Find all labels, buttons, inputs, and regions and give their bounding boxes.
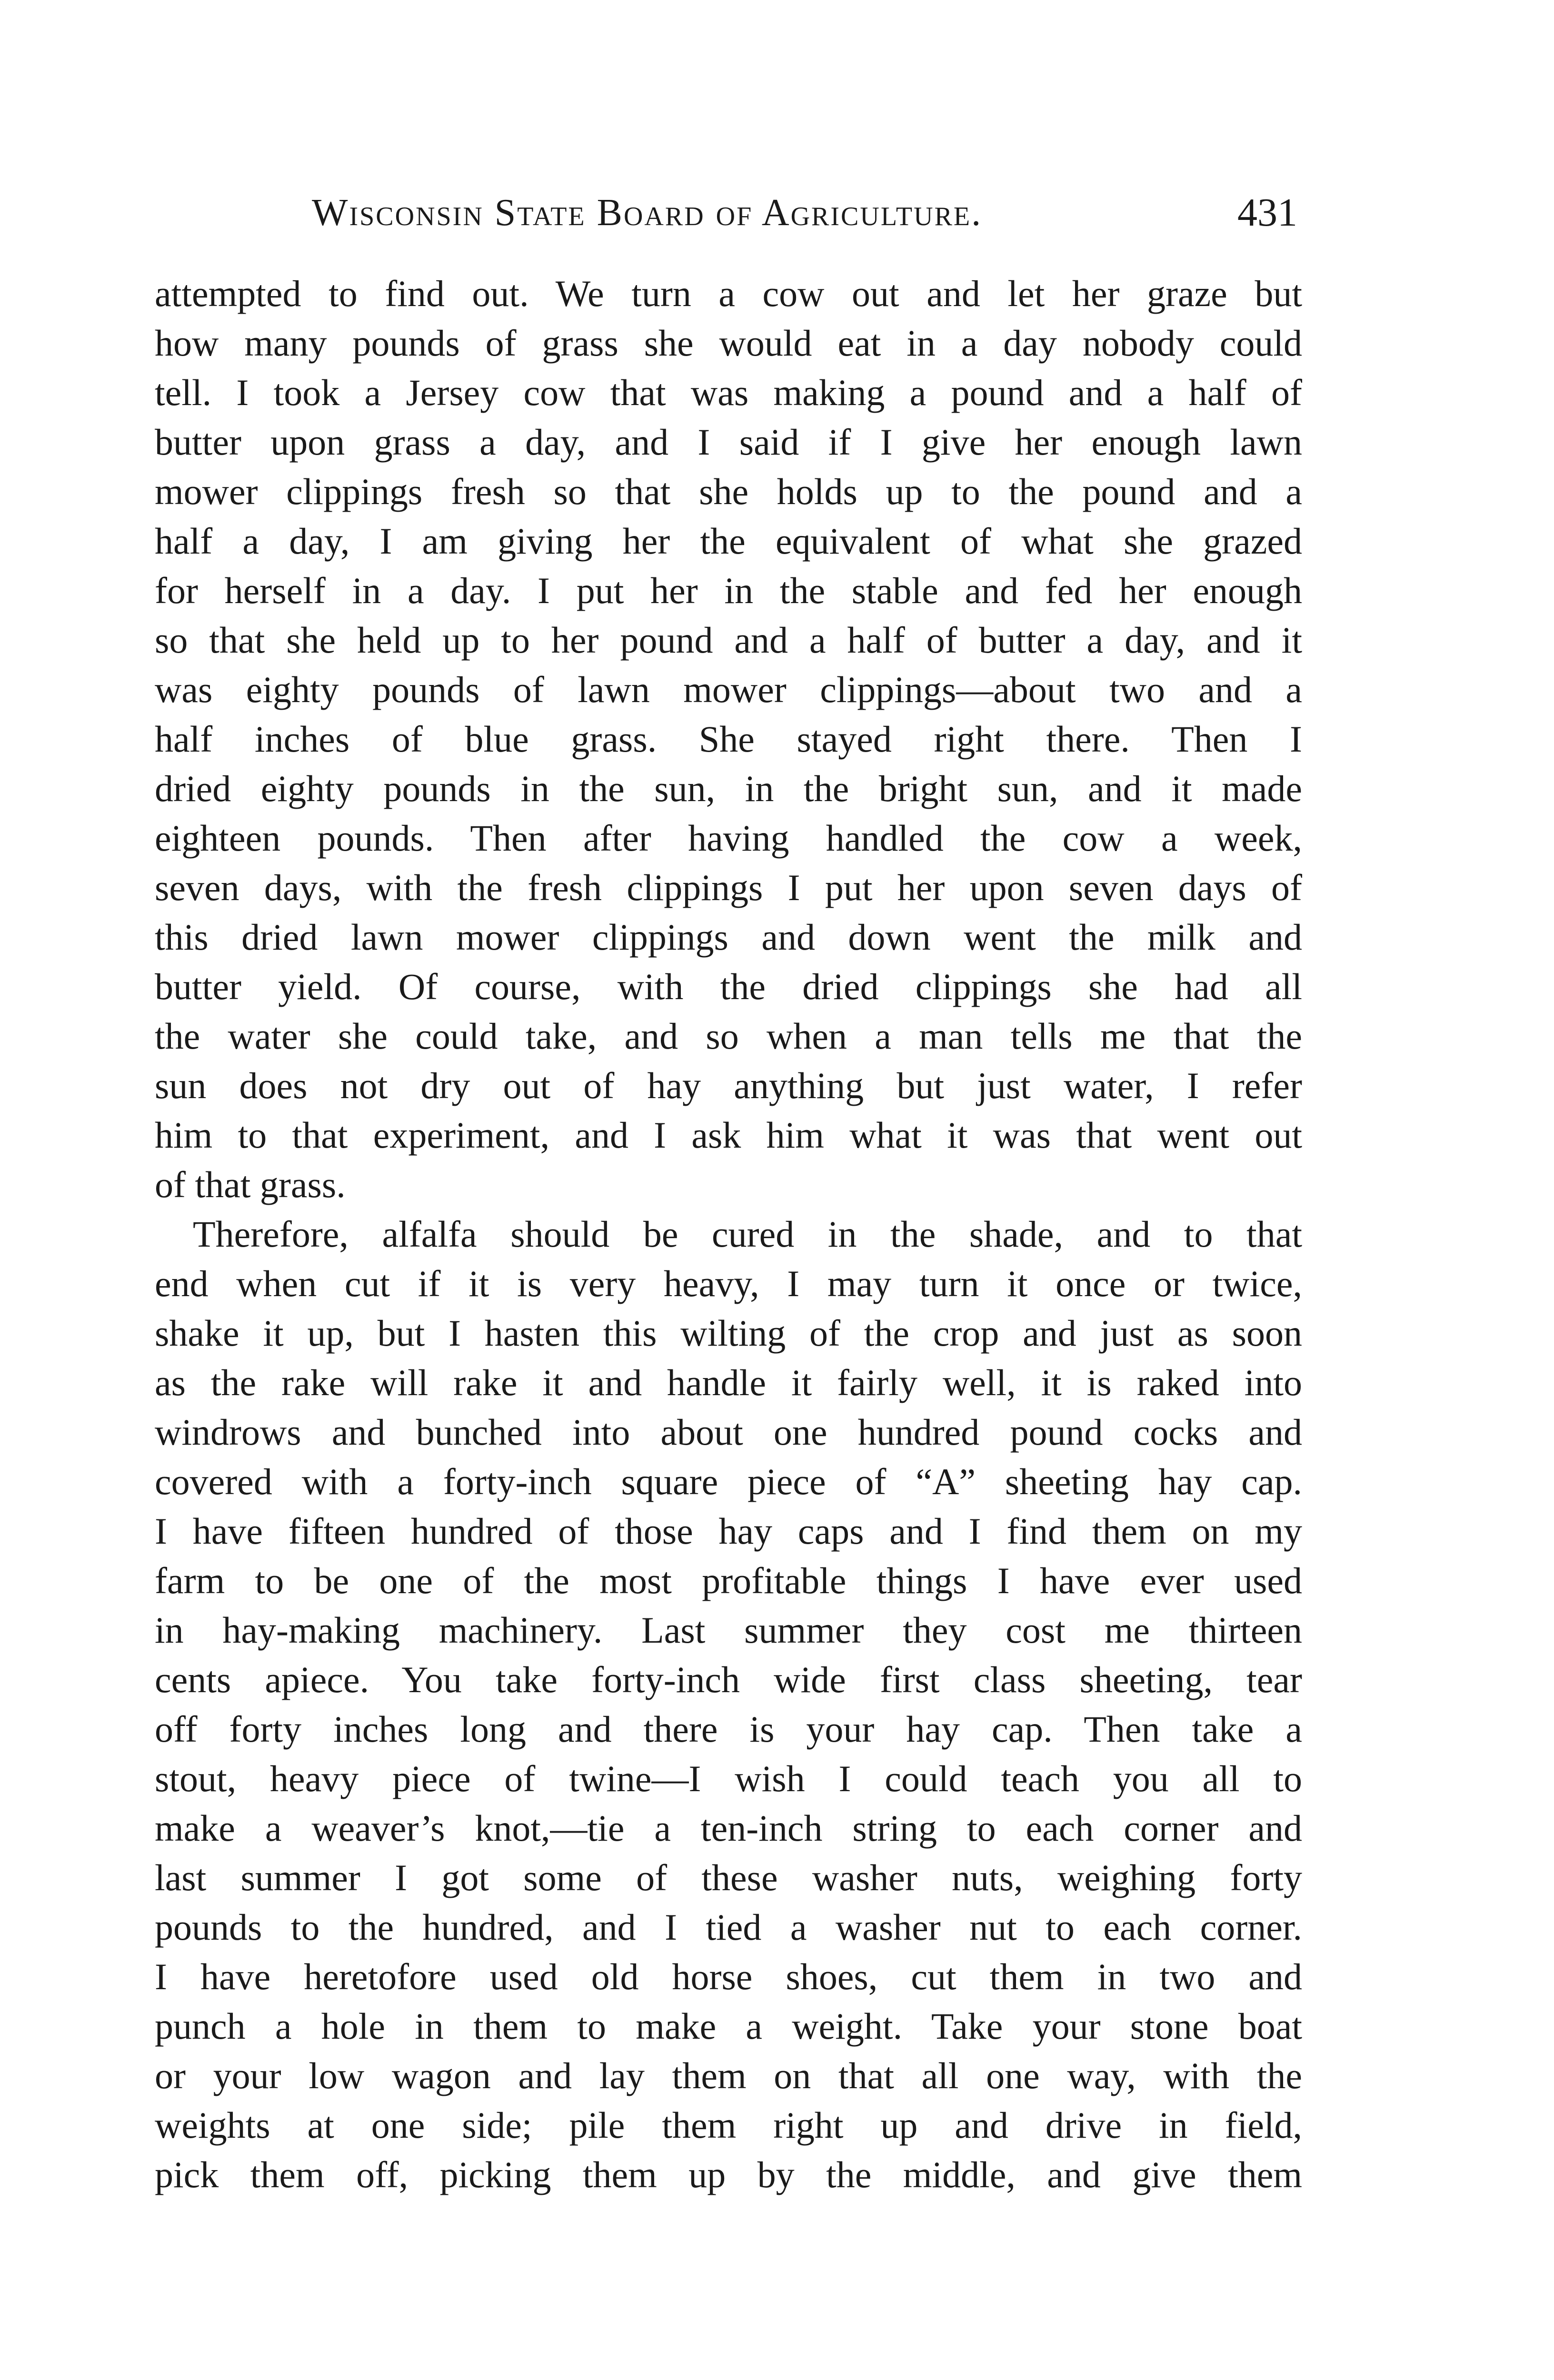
text-line: I have fifteen hundred of those hay caps and I find them on my: [155, 1510, 1302, 1552]
text-line: how many pounds of grass she would eat in a day nobody could: [155, 322, 1302, 364]
text-line: was eighty pounds of lawn mower clippings—about two and a: [155, 669, 1302, 710]
paragraph-1: [155, 269, 1302, 1210]
text-line: or your low wagon and lay them on that all one way, with the: [155, 2055, 1302, 2096]
text-line: end when cut if it is very heavy, I may turn it once or twice,: [155, 1263, 1302, 1304]
page-number: 431: [1237, 190, 1297, 235]
text-line: as the rake will rake it and handle it fairly well, it is raked into: [155, 1362, 1302, 1403]
text-line: half inches of blue grass. She stayed right there. Then I: [155, 718, 1302, 760]
text-line: weights at one side; pile them right up and drive in field,: [155, 2104, 1302, 2146]
text-line: eighteen pounds. Then after having handled the cow a week,: [155, 817, 1302, 859]
text-line: punch a hole in them to make a weight. Take your stone boat: [155, 2005, 1302, 2047]
text-line: this dried lawn mower clippings and down went the milk and: [155, 916, 1302, 958]
text-line: for herself in a day. I put her in the stable and fed her enough: [155, 570, 1302, 611]
text-line: so that she held up to her pound and a half of butter a day, and it: [155, 619, 1302, 661]
text-line: butter upon grass a day, and I said if I give her enough lawn: [155, 421, 1302, 463]
text-line: dried eighty pounds in the sun, in the bright sun, and it made: [155, 768, 1302, 809]
running-head: [155, 187, 1297, 239]
text-line: seven days, with the fresh clippings I put her upon seven days of: [155, 867, 1302, 908]
text-line: shake it up, but I hasten this wilting of the crop and just as soon: [155, 1312, 1302, 1354]
text-line: sun does not dry out of hay anything but just water, I refer: [155, 1065, 1302, 1106]
text-line: of that grass.: [155, 1164, 346, 1205]
paragraph-2: [155, 1210, 1302, 2200]
page-body: [155, 269, 1302, 2200]
running-title: Wisconsin State Board of Agriculture.: [312, 192, 983, 234]
text-line: the water she could take, and so when a man tells me that the: [155, 1015, 1302, 1057]
text-line: off forty inches long and there is your hay cap. Then take a: [155, 1708, 1302, 1750]
text-line: him to that experiment, and I ask him what it was that went out: [155, 1114, 1302, 1156]
text-line: half a day, I am giving her the equivalent of what she grazed: [155, 520, 1302, 562]
text-line: stout, heavy piece of twine—I wish I could teach you all to: [155, 1758, 1302, 1799]
text-line: I have heretofore used old horse shoes, cut them in two and: [155, 1956, 1302, 1997]
text-line: covered with a forty-inch square piece of “A” sheeting hay cap.: [155, 1461, 1302, 1502]
text-line: pick them off, picking them up by the middle, and give them: [155, 2154, 1302, 2195]
text-line: make a weaver’s knot,—tie a ten-inch string to each corner and: [155, 1807, 1302, 1849]
text-line: tell. I took a Jersey cow that was making a pound and a half of: [155, 372, 1302, 413]
text-line: pounds to the hundred, and I tied a washer nut to each corner.: [155, 1906, 1302, 1948]
text-line: farm to be one of the most profitable things I have ever used: [155, 1560, 1302, 1601]
text-line: windrows and bunched into about one hundred pound cocks and: [155, 1411, 1302, 1453]
text-line: last summer I got some of these washer nuts, weighing forty: [155, 1857, 1302, 1898]
text-line: Therefore, alfalfa should be cured in the shade, and to that: [193, 1213, 1302, 1255]
text-line: butter yield. Of course, with the dried clippings she had all: [155, 966, 1302, 1007]
text-line: mower clippings fresh so that she holds up to the pound and a: [155, 471, 1302, 512]
text-line: in hay-making machinery. Last summer they cost me thirteen: [155, 1609, 1302, 1651]
text-line: attempted to find out. We turn a cow out and let her graze but: [155, 273, 1302, 314]
text-line: cents apiece. You take forty-inch wide first class sheeting, tear: [155, 1659, 1302, 1700]
